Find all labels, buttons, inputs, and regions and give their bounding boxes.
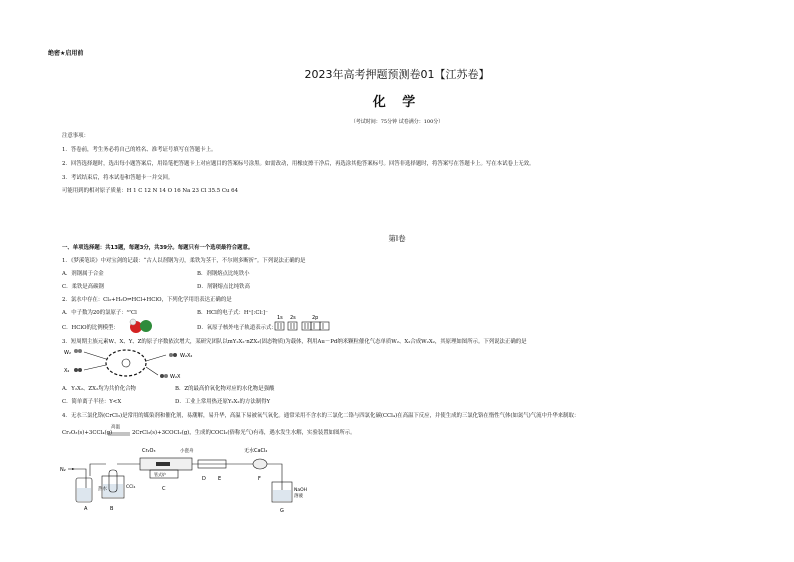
n2-label: N₂ <box>60 467 66 473</box>
label-d: D <box>202 476 206 482</box>
atomic-mass-line: 可能用到的相对原子质量：H 1 C 12 N 14 O 16 Na 23 Cl 35.5 Cu 64 <box>62 188 239 194</box>
q2-stem: 2．氯水中存在：Cl₂+H₂O⇌HCl+HClO，下列化学用语表达正确的是 <box>62 297 232 303</box>
notice-item-1: 1．答卷前，考生务必将自己的姓名、准考证号填写在答题卡上。 <box>62 147 217 153</box>
q2-option-d: D．氧原子核外电子轨道表示式： <box>197 325 277 331</box>
notice-item-2: 2．回答选择题时，选出每小题答案后，用铅笔把答题卡上对应题目的答案标号涂黑。如需改动，用橡皮擦干净后，再选涂其他答案标号。回答非选择题时，将答案写在答题卡上。写在本试卷上无效。 <box>62 161 535 167</box>
q1-option-a: A．剂钢属于合金 <box>62 271 104 277</box>
naoh-label: NaOH <box>294 488 308 493</box>
q3-option-d: D．工业上常用热还原Y₂X₂的方法制得Y <box>175 399 271 405</box>
solution-label: 溶液 <box>294 494 303 499</box>
q1-stem: 1．《梦溪笔谈》中对宝剑的记载：“古人以剂钢为刃，柔铁为茎干，不尔则多断折”。下列说法正确的是 <box>62 258 306 264</box>
orbital-2s-label: 2s <box>290 315 296 321</box>
label-e: E <box>218 476 222 482</box>
label-a: A <box>84 506 88 512</box>
q1-option-c: C．柔铁是高碳钢 <box>62 284 104 290</box>
ccl4-label: CCl₄ <box>126 485 136 490</box>
q4-condition: 高温 <box>111 425 120 430</box>
anhydrous-label: 无水CaCl₂ <box>244 448 268 454</box>
q3-stem: 3．短周期主族元素W、X、Y、Z的原子序数依次增大，某研究团队以mY₂X₂·nZX₂(固态物质)为载体，利用Au－Pd纳米颗粒催化气态单质W₂、X₂合成W₂X₂，其原理如图所示。下列说法正确的是 <box>62 339 527 345</box>
q4-equation-left: Cr₂O₃(s)+3CCl₄(g) <box>62 430 113 436</box>
q3-option-c: C．简单离子半径：Y<X <box>62 399 122 405</box>
catalysis-diagram <box>62 345 222 385</box>
q2-option-a: A．中子数为20的氯原子：³⁷Cl <box>62 310 137 316</box>
label-b: B <box>110 506 114 512</box>
page-title: 2023年高考押题预测卷01【江苏卷】 <box>304 68 490 81</box>
q1-option-d: D．剂钢熔点比纯铁高 <box>197 284 250 290</box>
notice-item-3: 3．考试结束后，将本试卷和答题卡一并交回。 <box>62 175 174 181</box>
label-x2: X₂ <box>64 368 70 374</box>
q2-option-c: C．HClO的比例模型： <box>62 325 119 331</box>
label-w2x2: W₂X₂ <box>180 353 193 359</box>
label-f: F <box>258 476 261 482</box>
q3-option-b: B．Z的最高价氧化物对应的水化物是强酸 <box>175 386 275 392</box>
section-instruction: 一、单项选择题：共13题，每题3分，共39分。每题只有一个选项最符合题意。 <box>62 245 254 251</box>
apparatus-diagram <box>58 446 318 516</box>
label-c: C <box>162 486 166 492</box>
secret-label: 绝密★启用前 <box>48 50 84 57</box>
chlorine-atom <box>140 320 152 332</box>
q1-option-b: B．剂钢熔点比纯铁小 <box>197 271 250 277</box>
q3-option-a: A．Y₂X₂、ZX₂均为共价化合物 <box>62 386 136 392</box>
label-w2: W₂ <box>64 350 71 356</box>
exam-info: （考试时间：75分钟 试卷满分：100分） <box>350 119 444 125</box>
hot-water-label: 热水 <box>98 487 107 492</box>
reaction-arrow <box>107 431 131 437</box>
cr2o3-label: Cr₂O₃ <box>142 448 156 454</box>
q2-option-b: B．HCl的电子式：H⁺[:Cl:]⁻ <box>197 310 268 316</box>
orbital-2p-label: 2p <box>312 315 319 321</box>
q4-equation-right: 2CrCl₃(s)+3COCl₂(g)，生成的COCl₂(俗称光气)有毒，遇水发生水解，实验装置如图所示。 <box>132 430 356 436</box>
q4-stem: 4．无水三氯化铬(CrCl₃)是常用的媒染剂和催化剂，易潮解，易升华，高温下易被氧气氧化。通常采用不含水的三氯化二铬与四氯化碳(CCl₄)在高温下反应，并使生成的三氯化铬在惰性气体(如氮气)气流中升华来制取： <box>62 413 580 419</box>
furnace-label: 管式炉 <box>154 472 166 477</box>
hydrogen-atom <box>130 319 136 325</box>
boat-label: 小瓷舟 <box>180 449 194 454</box>
hclo-model-image <box>128 317 156 335</box>
notice-heading: 注意事项： <box>62 133 89 139</box>
orbital-diagram <box>272 314 352 334</box>
section-heading: 第Ⅰ卷 <box>388 234 406 243</box>
label-w2x: W₂X <box>170 374 181 380</box>
subject-title: 化 学 <box>372 95 422 110</box>
orbital-1s-label: 1s <box>277 315 283 321</box>
label-g: G <box>280 508 284 514</box>
